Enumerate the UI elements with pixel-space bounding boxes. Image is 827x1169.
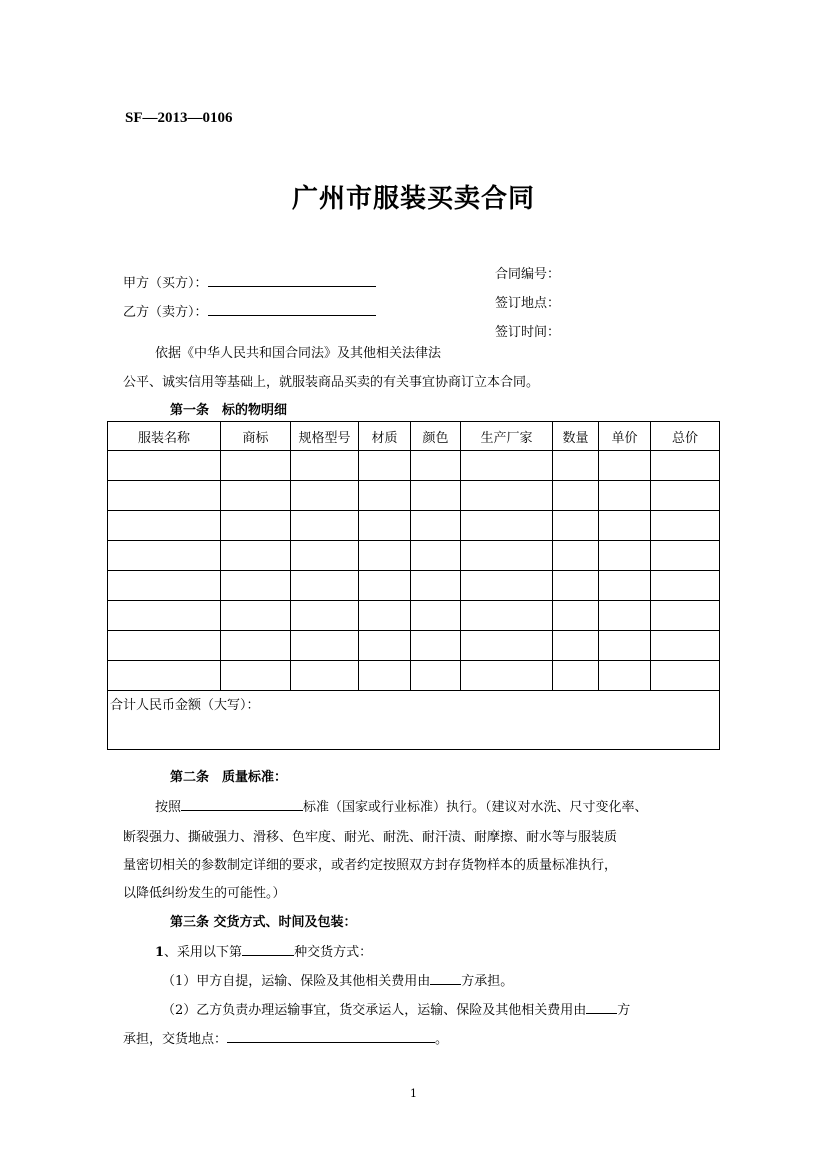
table-cell[interactable] — [651, 451, 720, 481]
table-cell[interactable] — [359, 571, 411, 601]
table-cell[interactable] — [291, 631, 359, 661]
intro-line-1: 依据《中华人民共和国合同法》及其他相关法律法 — [155, 346, 442, 361]
table-cell[interactable] — [359, 481, 411, 511]
table-cell[interactable] — [461, 571, 553, 601]
option2-text-c: 承担，交货地点： — [123, 1032, 228, 1047]
table-cell[interactable] — [221, 571, 291, 601]
table-cell[interactable] — [108, 481, 221, 511]
table-cell[interactable] — [553, 631, 599, 661]
table-cell[interactable] — [599, 571, 651, 601]
option1-party-field[interactable] — [430, 970, 461, 985]
table-cell[interactable] — [411, 541, 461, 571]
table-cell[interactable] — [108, 661, 221, 691]
party-a-line — [123, 272, 376, 291]
delivery-place-field[interactable] — [227, 1028, 435, 1043]
option2-text-a: （2）乙方负责办理运输事宜，货交承运人，运输、保险及其他相关费用由 — [162, 1003, 587, 1018]
table-cell[interactable] — [461, 451, 553, 481]
table-cell[interactable] — [291, 571, 359, 601]
article1-heading: 第一条 标的物明细 — [170, 403, 288, 418]
table-cell[interactable] — [461, 631, 553, 661]
column-header: 单价 — [599, 422, 651, 451]
article3-item-1 — [155, 941, 372, 960]
option2-text-d: 。 — [435, 1032, 449, 1047]
table-cell[interactable] — [553, 541, 599, 571]
column-header: 材质 — [359, 422, 411, 451]
total-label: 合计人民币金额（大写）： — [110, 698, 260, 713]
article2-heading: 第二条 质量标准： — [170, 770, 288, 785]
option2-party-field[interactable] — [586, 999, 617, 1014]
table-cell[interactable] — [291, 541, 359, 571]
table-cell[interactable] — [291, 511, 359, 541]
table-cell[interactable] — [221, 481, 291, 511]
item-number: 1 — [155, 945, 165, 960]
table-cell[interactable] — [221, 661, 291, 691]
article2-line-3: 量密切相关的参数制定详细的要求，或者约定按照双方封存货物样本的质量标准执行， — [123, 858, 618, 873]
column-header: 总价 — [651, 422, 720, 451]
table-cell[interactable] — [599, 481, 651, 511]
article2-line-1 — [155, 796, 648, 815]
table-cell[interactable] — [221, 541, 291, 571]
party-b-field[interactable] — [208, 301, 376, 316]
article3-heading: 第三条 交货方式、时间及包装： — [170, 915, 357, 930]
table-cell[interactable] — [461, 541, 553, 571]
table-cell[interactable] — [651, 571, 720, 601]
total-row — [108, 691, 720, 750]
article2-text-start: 按照 — [155, 800, 182, 815]
table-header-row — [108, 422, 720, 451]
sign-place-label: 签订地点： — [495, 296, 561, 311]
table-cell[interactable] — [359, 601, 411, 631]
table-cell[interactable] — [599, 631, 651, 661]
table-cell[interactable] — [411, 511, 461, 541]
table-row — [108, 661, 720, 691]
table-cell[interactable] — [651, 541, 720, 571]
table-cell[interactable] — [108, 601, 221, 631]
column-header: 颜色 — [411, 422, 461, 451]
table-cell[interactable] — [461, 511, 553, 541]
table-cell[interactable] — [599, 661, 651, 691]
quality-standard-field[interactable] — [181, 796, 303, 811]
table-cell[interactable] — [359, 631, 411, 661]
option-2 — [162, 999, 630, 1018]
table-row — [108, 601, 720, 631]
table-cell[interactable] — [359, 451, 411, 481]
delivery-method-field[interactable] — [242, 941, 294, 956]
table-cell[interactable] — [221, 511, 291, 541]
article2-text-rest: 标准（国家或行业标准）执行。（建议对水洗、尺寸变化率、 — [303, 800, 648, 815]
table-row — [108, 511, 720, 541]
table-cell[interactable] — [108, 541, 221, 571]
table-cell[interactable] — [553, 451, 599, 481]
party-a-field[interactable] — [208, 272, 376, 287]
option-2-cont — [123, 1028, 448, 1047]
item-table — [107, 421, 720, 750]
column-header: 服装名称 — [108, 422, 221, 451]
table-cell[interactable] — [108, 631, 221, 661]
table-cell[interactable] — [359, 661, 411, 691]
table-cell[interactable] — [553, 571, 599, 601]
table-cell[interactable] — [553, 511, 599, 541]
party-b-line — [123, 301, 376, 320]
table-cell[interactable] — [291, 451, 359, 481]
table-row — [108, 541, 720, 571]
table-cell[interactable] — [221, 601, 291, 631]
table-cell[interactable] — [359, 511, 411, 541]
table-cell[interactable] — [599, 601, 651, 631]
column-header: 规格型号 — [291, 422, 359, 451]
table-cell[interactable] — [461, 601, 553, 631]
table-cell[interactable] — [651, 661, 720, 691]
table-row — [108, 481, 720, 511]
table-cell[interactable] — [221, 451, 291, 481]
table-cell[interactable] — [411, 631, 461, 661]
column-header: 数量 — [553, 422, 599, 451]
table-cell[interactable] — [411, 601, 461, 631]
table-cell[interactable] — [108, 571, 221, 601]
table-cell[interactable] — [651, 631, 720, 661]
intro-line-2: 公平、诚实信用等基础上，就服装商品买卖的有关事宜协商订立本合同。 — [123, 375, 540, 390]
table-cell[interactable] — [553, 481, 599, 511]
table-cell[interactable] — [461, 661, 553, 691]
column-header: 商标 — [221, 422, 291, 451]
table-cell[interactable] — [553, 601, 599, 631]
table-cell[interactable] — [108, 511, 221, 541]
article2-line-4: 以降低纠纷发生的可能性。） — [123, 886, 286, 901]
table-row — [108, 631, 720, 661]
page-number: 1 — [410, 1087, 417, 1100]
table-cell[interactable] — [651, 481, 720, 511]
table-cell[interactable] — [411, 661, 461, 691]
page-title: 广州市服装买卖合同 — [291, 184, 535, 214]
document-code: SF—2013—0106 — [125, 110, 233, 126]
option2-text-b: 方 — [617, 1003, 631, 1018]
article2-line-2: 断裂强力、撕破强力、滑移、色牢度、耐光、耐洗、耐汗渍、耐摩擦、耐水等与服装质 — [123, 830, 618, 845]
option1-text-b: 方承担。 — [461, 974, 514, 989]
table-row — [108, 451, 720, 481]
option-1 — [162, 970, 513, 989]
option1-text-a: （1）甲方自提，运输、保险及其他相关费用由 — [162, 974, 431, 989]
table-cell[interactable] — [411, 451, 461, 481]
contract-no-label: 合同编号： — [495, 267, 561, 282]
party-a-label: 甲方（买方）： — [123, 276, 208, 291]
table-row — [108, 571, 720, 601]
total-cell[interactable] — [108, 691, 720, 750]
table-cell[interactable] — [291, 481, 359, 511]
table-cell[interactable] — [359, 541, 411, 571]
table-cell[interactable] — [108, 451, 221, 481]
column-header: 生产厂家 — [461, 422, 553, 451]
sign-time-label: 签订时间： — [495, 325, 561, 340]
table-cell[interactable] — [291, 661, 359, 691]
table-cell[interactable] — [599, 511, 651, 541]
table-cell[interactable] — [553, 661, 599, 691]
item1-text-b: 种交货方式： — [294, 945, 373, 960]
table-cell[interactable] — [411, 481, 461, 511]
item1-text-a: 、采用以下第 — [164, 945, 243, 960]
table-cell[interactable] — [291, 601, 359, 631]
table-cell[interactable] — [651, 511, 720, 541]
table-cell[interactable] — [599, 541, 651, 571]
table-cell[interactable] — [461, 481, 553, 511]
table-cell[interactable] — [411, 571, 461, 601]
table-cell[interactable] — [651, 601, 720, 631]
party-b-label: 乙方（卖方）： — [123, 305, 208, 320]
table-cell[interactable] — [221, 631, 291, 661]
table-cell[interactable] — [599, 451, 651, 481]
